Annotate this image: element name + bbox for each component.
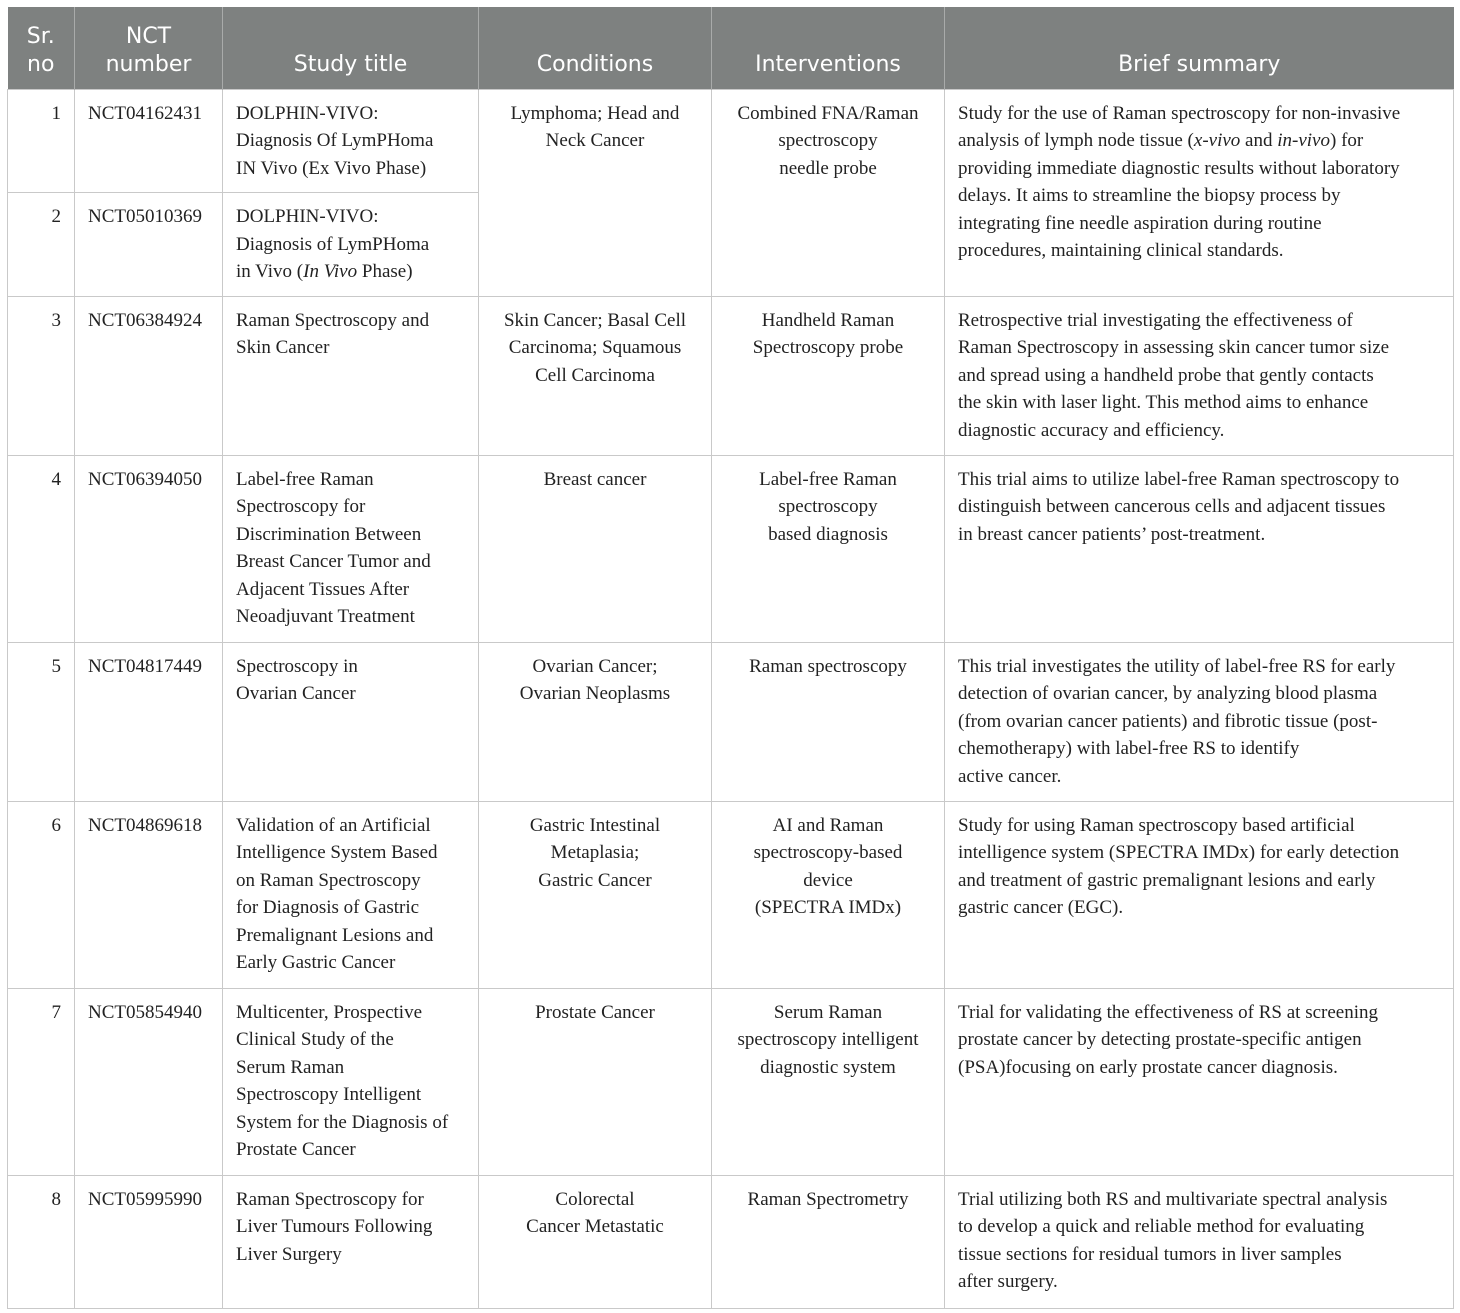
nct-number-cell: NCT04869618: [75, 801, 223, 988]
table-row: [8, 455, 1454, 642]
conditions-cell: Prostate Cancer: [479, 988, 712, 1175]
sr-no-cell: 8: [8, 1175, 75, 1308]
interventions-cell: Handheld Raman Spectroscopy probe: [712, 296, 945, 455]
interventions-cell: Raman spectroscopy: [712, 642, 945, 801]
conditions-cell: Colorectal Cancer Metastatic: [479, 1175, 712, 1308]
table-row: [8, 642, 1454, 801]
interventions-cell: Combined FNA/Raman spectroscopy needle probe: [712, 89, 945, 296]
sr-no-cell: 4: [8, 455, 75, 642]
study-title-cell: Validation of an Artificial Intelligence System Based on Raman Spectroscopy for Diagnosis of Gastric Premalignant Lesions and Early Gastric Cancer: [223, 801, 479, 988]
conditions-cell: Ovarian Cancer; Ovarian Neoplasms: [479, 642, 712, 801]
study-title-cell: Spectroscopy in Ovarian Cancer: [223, 642, 479, 801]
table-row: [8, 296, 1454, 455]
interventions-cell: Raman Spectrometry: [712, 1175, 945, 1308]
nct-number-cell: NCT05854940: [75, 988, 223, 1175]
brief-summary-cell: Trial for validating the effectiveness of RS at screening prostate cancer by detecting prostate-specific antigen (PSA)focusing on early prostate cancer diagnosis.: [945, 988, 1454, 1175]
header-interventions: Interventions: [712, 7, 945, 89]
clinical-trials-table: [7, 7, 1454, 1309]
conditions-cell: Lymphoma; Head and Neck Cancer: [479, 89, 712, 296]
sr-no-cell: 3: [8, 296, 75, 455]
header-nct-number: NCT number: [75, 7, 223, 89]
nct-number-cell: NCT05995990: [75, 1175, 223, 1308]
conditions-cell: Breast cancer: [479, 455, 712, 642]
study-title-cell: Label-free Raman Spectroscopy for Discrimination Between Breast Cancer Tumor and Adjacent Tissues After Neoadjuvant Treatment: [223, 455, 479, 642]
sr-no-cell: 6: [8, 801, 75, 988]
table-row: [8, 89, 1454, 193]
brief-summary-cell: Study for using Raman spectroscopy based artificial intelligence system (SPECTRA IMDx) for early detection and treatment of gastric premalignant lesions and early gastric cancer (EGC).: [945, 801, 1454, 988]
nct-number-cell: NCT04817449: [75, 642, 223, 801]
table-row: [8, 1175, 1454, 1308]
nct-number-cell: NCT06384924: [75, 296, 223, 455]
sr-no-cell: 2: [8, 193, 75, 297]
conditions-cell: Gastric Intestinal Metaplasia; Gastric Cancer: [479, 801, 712, 988]
header-row: [8, 7, 1454, 89]
interventions-cell: Label-free Raman spectroscopy based diagnosis: [712, 455, 945, 642]
study-title-cell: Raman Spectroscopy and Skin Cancer: [223, 296, 479, 455]
brief-summary-cell: Retrospective trial investigating the effectiveness of Raman Spectroscopy in assessing skin cancer tumor size and spread using a handheld probe that gently contacts the skin with laser light. This method aims to enhance diagnostic accuracy and efficiency.: [945, 296, 1454, 455]
header-brief-summary: Brief summary: [945, 7, 1454, 89]
brief-summary-cell: Study for the use of Raman spectroscopy for non-invasive analysis of lymph node tissue (x-vivo and in-vivo) for providing immediate diagnostic results without laboratory delays. It aims to streamline the biopsy process by integrating fine needle aspiration during routine procedures, maintaining clinical standards.: [945, 89, 1454, 296]
study-title-cell: DOLPHIN-VIVO: Diagnosis of LymPHoma in Vivo (In Vivo Phase): [223, 193, 479, 297]
sr-no-cell: 5: [8, 642, 75, 801]
sr-no-cell: 7: [8, 988, 75, 1175]
study-title-cell: Multicenter, Prospective Clinical Study of the Serum Raman Spectroscopy Intelligent System for the Diagnosis of Prostate Cancer: [223, 988, 479, 1175]
interventions-cell: Serum Raman spectroscopy intelligent diagnostic system: [712, 988, 945, 1175]
conditions-cell: Skin Cancer; Basal Cell Carcinoma; Squamous Cell Carcinoma: [479, 296, 712, 455]
nct-number-cell: NCT04162431: [75, 89, 223, 193]
nct-number-cell: NCT05010369: [75, 193, 223, 297]
sr-no-cell: 1: [8, 89, 75, 193]
brief-summary-cell: Trial utilizing both RS and multivariate spectral analysis to develop a quick and reliable method for evaluating tissue sections for residual tumors in liver samples after surgery.: [945, 1175, 1454, 1308]
brief-summary-cell: This trial aims to utilize label-free Raman spectroscopy to distinguish between cancerous cells and adjacent tissues in breast cancer patients’ post-treatment.: [945, 455, 1454, 642]
nct-number-cell: NCT06394050: [75, 455, 223, 642]
study-title-cell: Raman Spectroscopy for Liver Tumours Following Liver Surgery: [223, 1175, 479, 1308]
header-sr-no: Sr. no: [8, 7, 75, 89]
header-conditions: Conditions: [479, 7, 712, 89]
table-row: [8, 801, 1454, 988]
header-study-title: Study title: [223, 7, 479, 89]
study-title-cell: DOLPHIN-VIVO: Diagnosis Of LymPHoma IN Vivo (Ex Vivo Phase): [223, 89, 479, 193]
brief-summary-cell: This trial investigates the utility of label-free RS for early detection of ovarian cancer, by analyzing blood plasma (from ovarian cancer patients) and fibrotic tissue (post- chemotherapy) with label-free RS to identify active cancer.: [945, 642, 1454, 801]
table-row: [8, 988, 1454, 1175]
interventions-cell: AI and Raman spectroscopy-based device (SPECTRA IMDx): [712, 801, 945, 988]
